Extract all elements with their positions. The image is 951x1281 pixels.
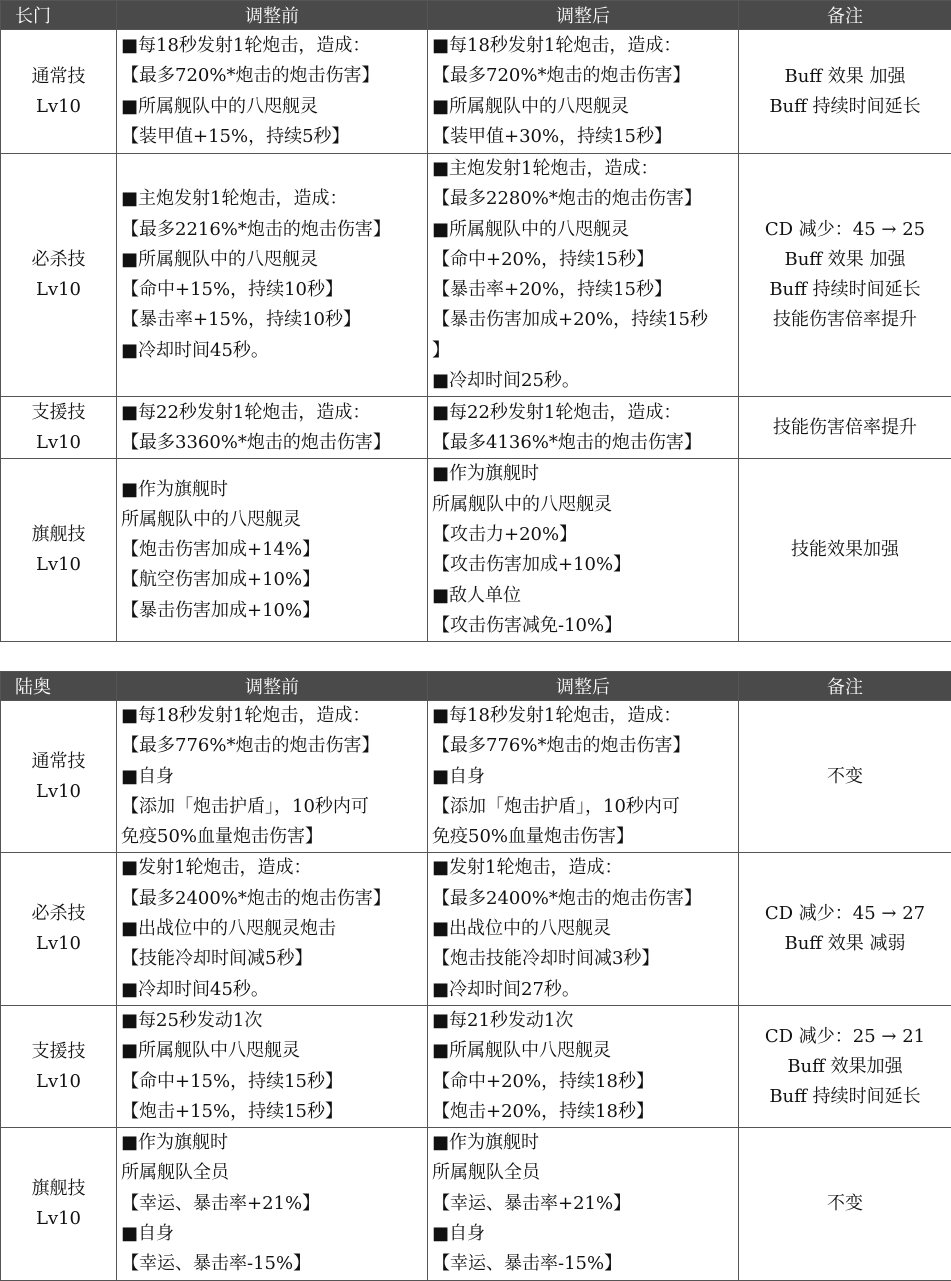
skill-name-cell	[1, 701, 117, 853]
note-cell	[739, 397, 951, 459]
note-header: 备注	[739, 1, 951, 30]
after-line: 【命中+20%，持续18秒】	[432, 1067, 734, 1097]
skill-name-cell	[1, 459, 117, 642]
skill-level: Lv10	[1, 1067, 116, 1097]
before-line: 【最多720%*炮击的炮击伤害】	[121, 61, 423, 91]
after-line: 所属舰队全员	[432, 1158, 734, 1188]
before-line: 【最多3360%*炮击的炮击伤害】	[121, 428, 423, 458]
skill-type: 必杀技	[1, 899, 116, 929]
before-line: ■所属舰队中的八咫舰灵	[121, 92, 423, 122]
before-line: 【最多776%*炮击的炮击伤害】	[121, 731, 423, 761]
before-line: 【装甲值+15%，持续5秒】	[121, 122, 423, 152]
after-line: 【添加「炮击护盾」，10秒内可	[432, 792, 734, 822]
after-line: 【最多2280%*炮击的炮击伤害】	[432, 184, 734, 214]
before-line: 【最多2216%*炮击的炮击伤害】	[121, 215, 423, 245]
note-line: 不变	[739, 762, 951, 792]
before-line: ■每25秒发动1次	[121, 1006, 423, 1036]
note-line: CD 减少：45 → 27	[739, 899, 951, 929]
after-line: 【最多776%*炮击的炮击伤害】	[432, 731, 734, 761]
after-line: 【装甲值+30%，持续15秒】	[432, 122, 734, 152]
before-line: ■作为旗舰时	[121, 475, 423, 505]
skill-type: 必杀技	[1, 245, 116, 275]
ship-name-header: 长门	[1, 1, 117, 30]
after-cell	[428, 30, 739, 154]
after-line: ■每18秒发射1轮炮击，造成：	[432, 701, 734, 731]
note-line: Buff 持续时间延长	[739, 92, 951, 122]
note-line: 技能伤害倍率提升	[739, 305, 951, 335]
after-line: 【攻击伤害减免-10%】	[432, 611, 734, 641]
skill-name-cell	[1, 1005, 117, 1127]
skill-type: 旗舰技	[1, 520, 116, 550]
note-cell	[739, 154, 951, 397]
before-line: 【暴击伤害加成+10%】	[121, 596, 423, 626]
after-line: ■冷却时间25秒。	[432, 366, 734, 396]
before-line: 【最多2400%*炮击的炮击伤害】	[121, 884, 423, 914]
before-line: ■主炮发射1轮炮击，造成：	[121, 184, 423, 214]
before-line: 【暴击率+15%，持续10秒】	[121, 305, 423, 335]
table-separator	[0, 642, 951, 671]
note-header: 备注	[739, 672, 951, 701]
after-line: ■每18秒发射1轮炮击，造成：	[432, 31, 734, 61]
before-line: 【命中+15%，持续10秒】	[121, 275, 423, 305]
table-row	[1, 30, 951, 154]
note-line: 技能效果加强	[739, 535, 951, 565]
after-line: 【幸运、暴击率-15%】	[432, 1249, 734, 1279]
note-line: 不变	[739, 1189, 951, 1219]
before-line: 【添加「炮击护盾」，10秒内可	[121, 792, 423, 822]
mutsu-skill-table	[0, 671, 951, 1281]
before-line: ■每22秒发射1轮炮击，造成：	[121, 398, 423, 428]
skill-type: 通常技	[1, 747, 116, 777]
skill-type: 通常技	[1, 62, 116, 92]
note-cell	[739, 853, 951, 1005]
note-line: CD 减少：25 → 21	[739, 1022, 951, 1052]
skill-name-cell	[1, 1128, 117, 1280]
before-header: 调整前	[117, 1, 428, 30]
skill-level: Lv10	[1, 428, 116, 458]
before-cell	[117, 30, 428, 154]
before-line: 所属舰队中的八咫舰灵	[121, 505, 423, 535]
skill-level: Lv10	[1, 275, 116, 305]
before-header: 调整前	[117, 672, 428, 701]
note-cell	[739, 1005, 951, 1127]
after-line: 【最多2400%*炮击的炮击伤害】	[432, 884, 734, 914]
before-line: ■冷却时间45秒。	[121, 336, 423, 366]
after-cell	[428, 853, 739, 1005]
table-row	[1, 853, 951, 1005]
before-line: ■冷却时间45秒。	[121, 975, 423, 1005]
after-line: 【命中+20%，持续15秒】	[432, 245, 734, 275]
note-line: CD 减少：45 → 25	[739, 215, 951, 245]
before-line: ■发射1轮炮击，造成：	[121, 853, 423, 883]
before-line: 【幸运、暴击率-15%】	[121, 1249, 423, 1279]
after-line: ■自身	[432, 1219, 734, 1249]
note-line: Buff 持续时间延长	[739, 275, 951, 305]
after-line: ■自身	[432, 762, 734, 792]
table-row	[1, 459, 951, 642]
before-line: ■自身	[121, 1219, 423, 1249]
after-line: ■发射1轮炮击，造成：	[432, 853, 734, 883]
skill-level: Lv10	[1, 777, 116, 807]
before-line: ■所属舰队中的八咫舰灵	[121, 245, 423, 275]
skill-level: Lv10	[1, 550, 116, 580]
before-line: ■每18秒发射1轮炮击，造成：	[121, 31, 423, 61]
before-cell	[117, 459, 428, 642]
after-line: 【炮击技能冷却时间减3秒】	[432, 944, 734, 974]
skill-type: 支援技	[1, 398, 116, 428]
after-cell	[428, 1128, 739, 1280]
after-line: 免疫50%血量炮击伤害】	[432, 822, 734, 852]
after-line: 【攻击力+20%】	[432, 520, 734, 550]
note-line: Buff 效果 加强	[739, 245, 951, 275]
table-row	[1, 397, 951, 459]
before-cell	[117, 154, 428, 397]
skill-name-cell	[1, 397, 117, 459]
after-cell	[428, 397, 739, 459]
before-cell	[117, 1128, 428, 1280]
header-row	[1, 672, 951, 701]
before-cell	[117, 853, 428, 1005]
after-line: ■所属舰队中八咫舰灵	[432, 1036, 734, 1066]
skill-type: 旗舰技	[1, 1174, 116, 1204]
note-cell	[739, 459, 951, 642]
before-line: ■自身	[121, 762, 423, 792]
table-row	[1, 1005, 951, 1127]
after-line: ■所属舰队中的八咫舰灵	[432, 215, 734, 245]
skill-level: Lv10	[1, 929, 116, 959]
skill-level: Lv10	[1, 92, 116, 122]
before-line: 【炮击+15%，持续15秒】	[121, 1097, 423, 1127]
after-line: ■所属舰队中的八咫舰灵	[432, 92, 734, 122]
note-line: Buff 效果 加强	[739, 62, 951, 92]
skill-name-cell	[1, 30, 117, 154]
after-line: 【幸运、暴击率+21%】	[432, 1189, 734, 1219]
skill-level: Lv10	[1, 1204, 116, 1234]
skill-name-cell	[1, 853, 117, 1005]
after-line: 【最多4136%*炮击的炮击伤害】	[432, 428, 734, 458]
skill-type: 支援技	[1, 1037, 116, 1067]
after-line: ■敌人单位	[432, 581, 734, 611]
table-row	[1, 1128, 951, 1280]
note-cell	[739, 30, 951, 154]
note-line: Buff 效果 减弱	[739, 929, 951, 959]
before-line: ■每18秒发射1轮炮击，造成：	[121, 701, 423, 731]
after-line: ■作为旗舰时	[432, 1128, 734, 1158]
after-line: ■每22秒发射1轮炮击，造成：	[432, 398, 734, 428]
before-line: 免疫50%血量炮击伤害】	[121, 822, 423, 852]
note-line: Buff 持续时间延长	[739, 1082, 951, 1112]
table-row	[1, 701, 951, 853]
after-cell	[428, 1005, 739, 1127]
before-line: ■出战位中的八咫舰灵炮击	[121, 914, 423, 944]
before-line: 【技能冷却时间减5秒】	[121, 944, 423, 974]
after-line: ■每21秒发动1次	[432, 1006, 734, 1036]
before-line: 【命中+15%，持续15秒】	[121, 1067, 423, 1097]
after-line: 【炮击+20%，持续18秒】	[432, 1097, 734, 1127]
after-line: 所属舰队中的八咫舰灵	[432, 490, 734, 520]
before-cell	[117, 701, 428, 853]
after-line: ■主炮发射1轮炮击，造成：	[432, 154, 734, 184]
before-line: ■所属舰队中八咫舰灵	[121, 1036, 423, 1066]
after-cell	[428, 459, 739, 642]
after-line: 【攻击伤害加成+10%】	[432, 550, 734, 580]
after-cell	[428, 701, 739, 853]
before-line: 【航空伤害加成+10%】	[121, 565, 423, 595]
after-cell	[428, 154, 739, 397]
before-line: 【幸运、暴击率+21%】	[121, 1189, 423, 1219]
note-line: 技能伤害倍率提升	[739, 413, 951, 443]
after-line: 】	[432, 336, 734, 366]
before-line: ■作为旗舰时	[121, 1128, 423, 1158]
after-line: ■冷却时间27秒。	[432, 975, 734, 1005]
before-cell	[117, 397, 428, 459]
note-line: Buff 效果加强	[739, 1052, 951, 1082]
ship-name-header: 陆奥	[1, 672, 117, 701]
after-line: 【最多720%*炮击的炮击伤害】	[432, 61, 734, 91]
table-row	[1, 154, 951, 397]
skill-name-cell	[1, 154, 117, 397]
after-line: 【暴击率+20%，持续15秒】	[432, 275, 734, 305]
note-cell	[739, 1128, 951, 1280]
before-line: 【炮击伤害加成+14%】	[121, 535, 423, 565]
after-header: 调整后	[428, 1, 739, 30]
before-cell	[117, 1005, 428, 1127]
after-header: 调整后	[428, 672, 739, 701]
after-line: ■作为旗舰时	[432, 459, 734, 489]
before-line: 所属舰队全员	[121, 1158, 423, 1188]
after-line: ■出战位中的八咫舰灵	[432, 914, 734, 944]
note-cell	[739, 701, 951, 853]
after-line: 【暴击伤害加成+20%，持续15秒	[432, 305, 734, 335]
header-row	[1, 1, 951, 30]
